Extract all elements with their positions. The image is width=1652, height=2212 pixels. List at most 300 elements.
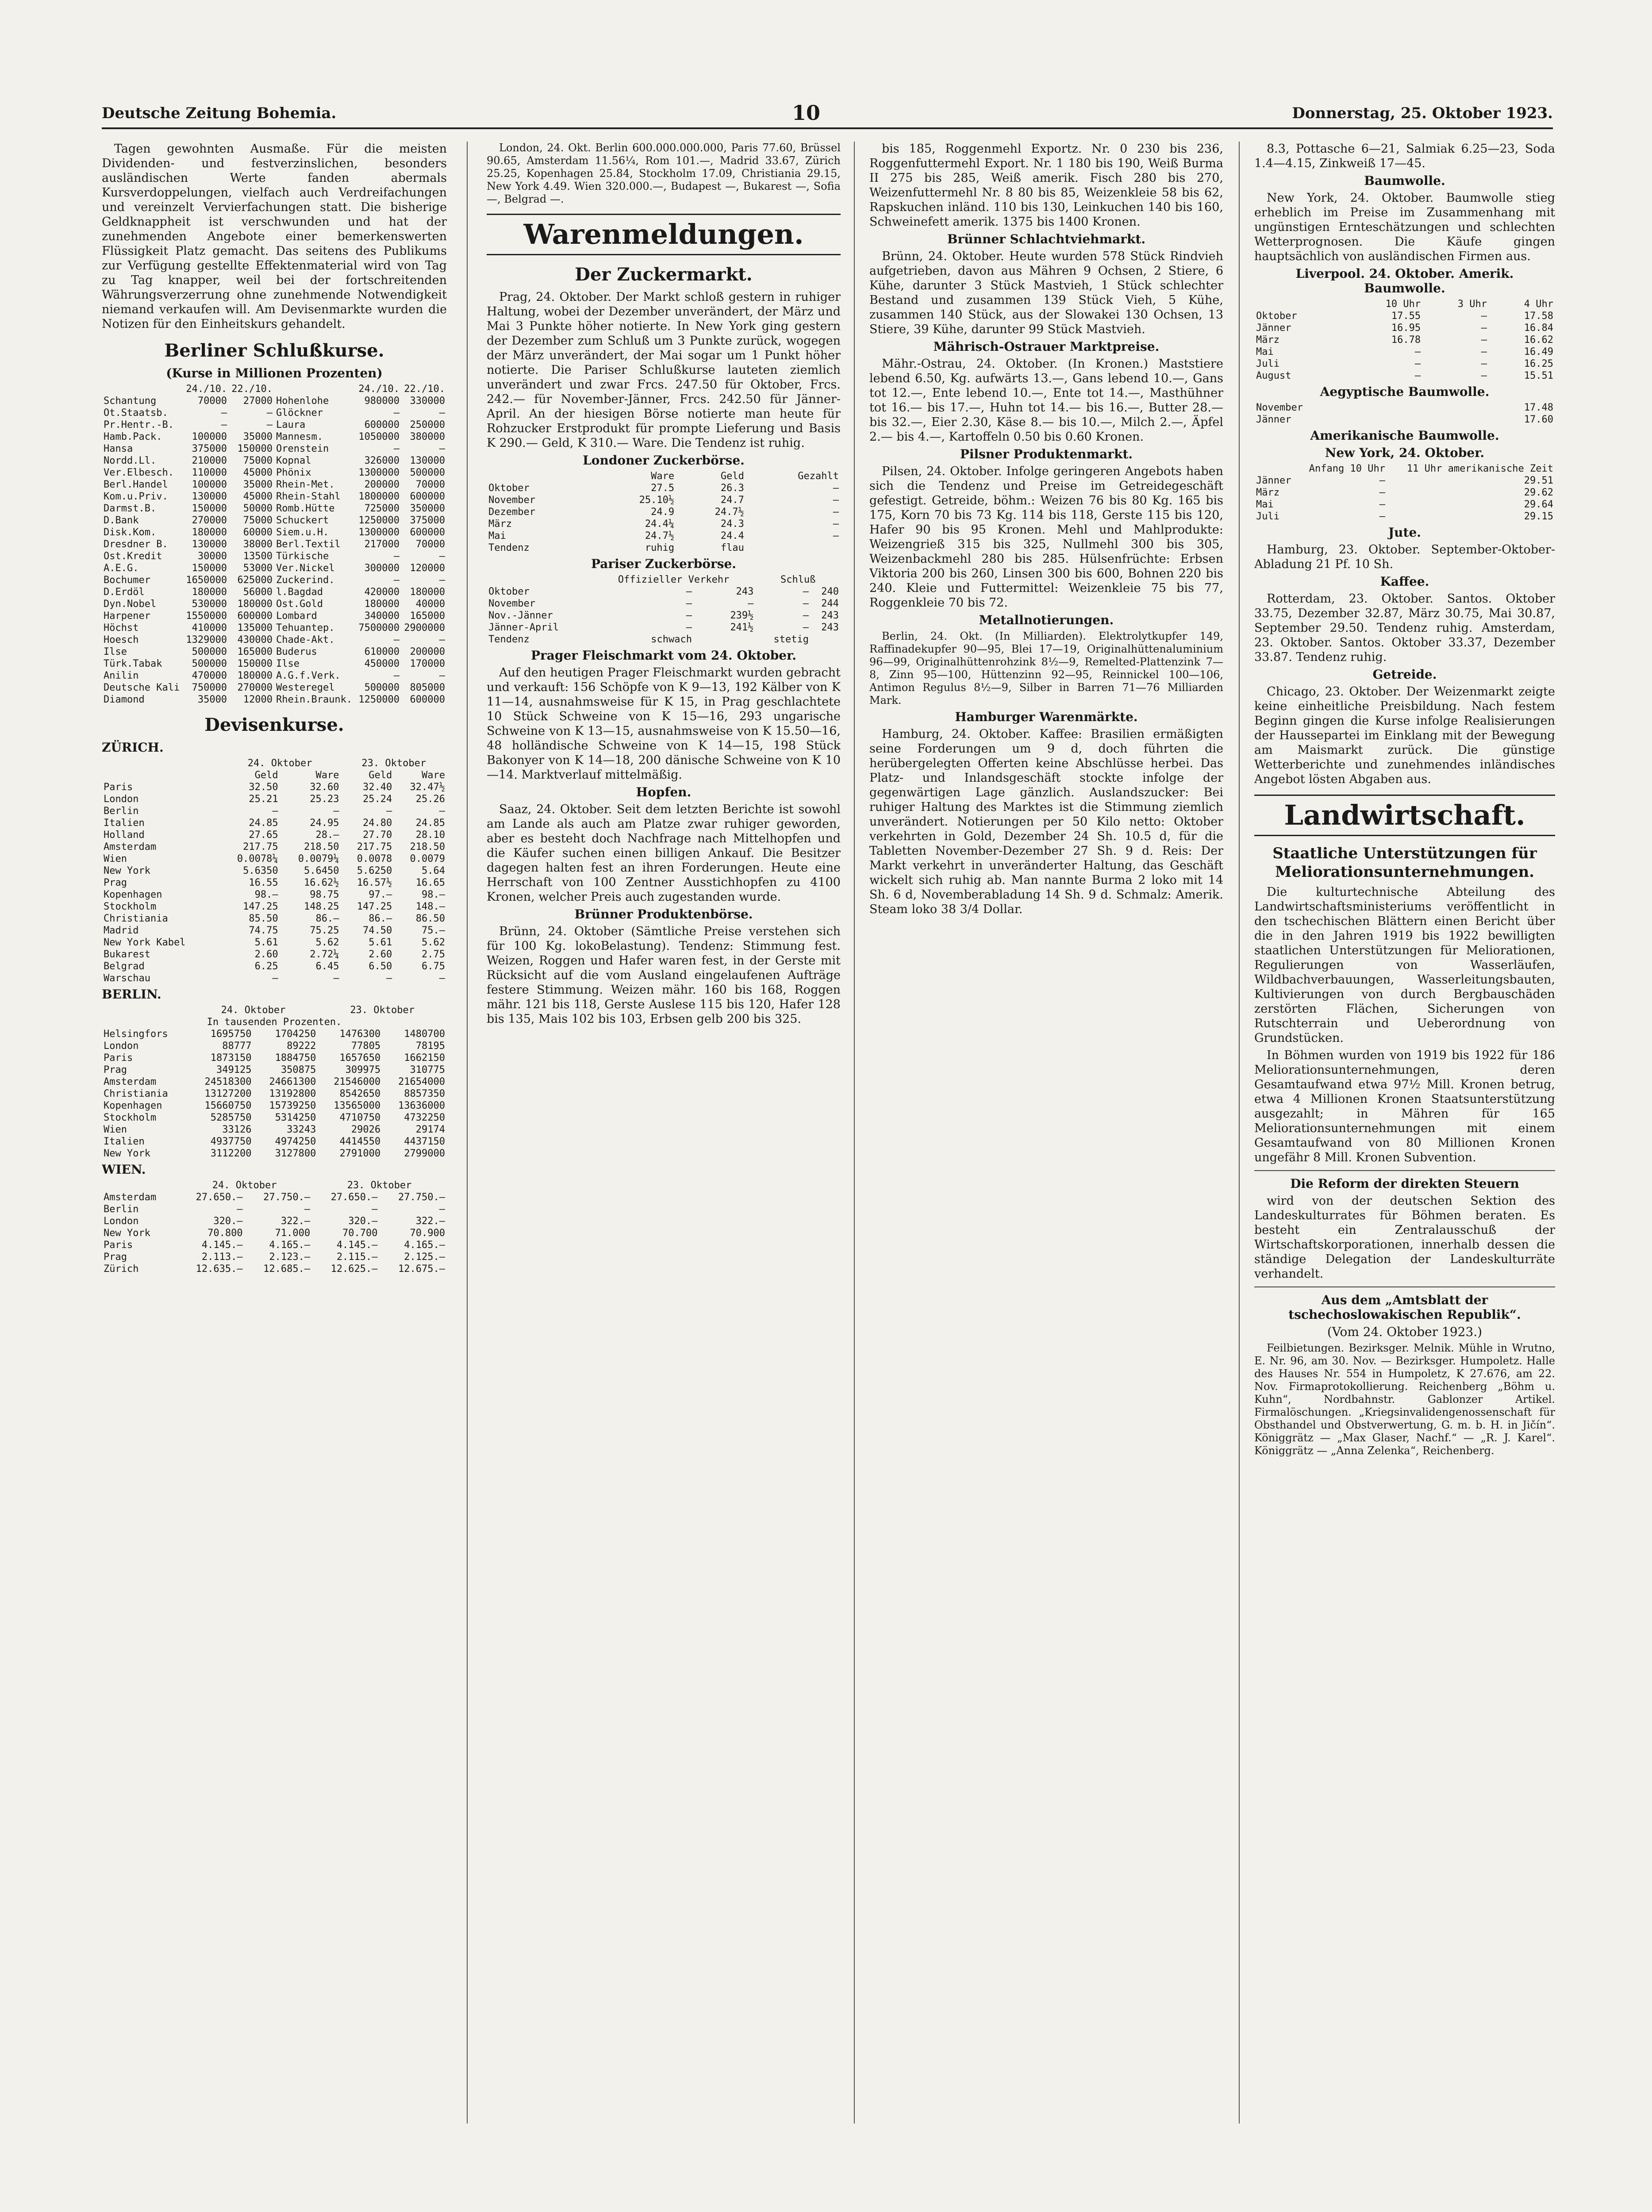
table-cell: 4.145.— bbox=[336, 1240, 378, 1251]
table-cell: November bbox=[488, 598, 535, 609]
table-cell: 75000 bbox=[243, 455, 273, 466]
table-cell: — bbox=[439, 973, 445, 984]
table-cell: Schuckert bbox=[276, 515, 329, 526]
table-cell: 4710750 bbox=[339, 1112, 381, 1123]
table-cell: Christiania bbox=[104, 1088, 168, 1099]
table-row bbox=[1254, 414, 1555, 426]
table-cell: 50000 bbox=[243, 503, 273, 514]
table-cell: 1050000 bbox=[358, 431, 400, 442]
table-cell: D.Erdöl bbox=[104, 587, 145, 598]
table-cell: Türkische bbox=[276, 551, 329, 562]
table-cell: 40000 bbox=[415, 599, 445, 610]
table-cell: 148.25 bbox=[304, 901, 339, 912]
table-row bbox=[102, 913, 447, 925]
table-cell: 8542650 bbox=[339, 1088, 381, 1099]
table-row bbox=[102, 889, 447, 901]
table-cell: 24.95 bbox=[310, 818, 339, 829]
table-cell: — bbox=[393, 634, 400, 645]
table-cell: 71.000 bbox=[275, 1228, 311, 1239]
table-heading: Liverpool. 24. Oktober. Amerik. Baumwolle. bbox=[1295, 266, 1514, 296]
article-heading: Brünner Produktenbörse. bbox=[574, 907, 753, 922]
sugar-table-body bbox=[487, 586, 841, 645]
table-cell: 33243 bbox=[287, 1124, 316, 1135]
table-row bbox=[1254, 310, 1555, 322]
column-header: Geld bbox=[720, 471, 744, 482]
table-cell: 32.40 bbox=[362, 782, 392, 793]
table-cell: Warschau bbox=[104, 973, 150, 984]
table-cell: 15739250 bbox=[269, 1100, 316, 1111]
table-cell: 98.— bbox=[254, 889, 278, 900]
table-row bbox=[102, 805, 447, 817]
table-cell: 340000 bbox=[364, 611, 400, 622]
table-cell: 24661300 bbox=[269, 1076, 316, 1087]
article-text: Berlin, 24. Okt. (In Milliarden). Elektrolytkupfer 149, Raffinadekupfer 90—95, Blei 17—19, Originalhüttenaluminium 96—99, Originalhüttenrohzink 8½—9, Remelted-Plattenzink 7—8, Zinn 95—100, Hüttenzinn 92—95, Reinnickel 100—106, Antimon Regulus 8½—9, Silber in Barren 71—76 Milliarden Mark. bbox=[869, 630, 1223, 707]
divider bbox=[1254, 1170, 1555, 1171]
table-cell: Anilin bbox=[104, 670, 139, 681]
table-cell: Wien bbox=[104, 853, 127, 864]
table-cell: schwach bbox=[651, 634, 692, 645]
table-cell: Rhein.Braunk. bbox=[276, 694, 353, 705]
table-cell: 98.— bbox=[422, 889, 445, 900]
table-cell: 16.84 bbox=[1524, 323, 1553, 334]
article-text: Brünn, 24. Oktober. Heute wurden 578 Stück Rindvieh aufgetrieben, davon aus Mähren 9 Ochsen, 2 Stiere, 6 Kühe, darunter 3 Stück Mastvieh, 1 Stück schlechter Bestand und zusammen 139 Stück Vieh, 5 Kühe, zusammen 140 Stück, aus der Slowakei 130 Ochsen, 13 Stiere, 39 Kühe, darunter 99 Stück Mastvieh. bbox=[869, 250, 1223, 336]
table-row bbox=[102, 1227, 447, 1239]
table-cell: Ilse bbox=[276, 658, 300, 669]
table-cell: August bbox=[1256, 370, 1291, 381]
stock-table bbox=[102, 383, 447, 706]
table-cell: Rhein-Stahl bbox=[276, 491, 341, 502]
table-cell: 150000 bbox=[192, 563, 227, 574]
table-cell: 1800000 bbox=[358, 491, 400, 502]
table-cell: 29.15 bbox=[1524, 511, 1553, 522]
table-row bbox=[102, 503, 447, 515]
table-row bbox=[487, 530, 841, 542]
table-cell: 35000 bbox=[243, 479, 273, 490]
table-cell: — bbox=[1379, 487, 1385, 498]
table-cell: 3127800 bbox=[275, 1148, 316, 1159]
table-cell: Schantung bbox=[104, 396, 157, 407]
table-cell: 24.80 bbox=[362, 818, 392, 829]
table-cell: flau bbox=[720, 542, 744, 553]
table-row bbox=[102, 395, 447, 407]
table-cell: 29.51 bbox=[1524, 475, 1553, 486]
table-row bbox=[102, 634, 447, 646]
table-row bbox=[102, 455, 447, 467]
table-cell: London bbox=[104, 1216, 139, 1227]
table-cell: — bbox=[803, 598, 809, 609]
table-cell: Juli bbox=[1256, 358, 1279, 369]
table-cell: 45000 bbox=[243, 467, 273, 478]
table-cell: Berl.Handel bbox=[104, 479, 168, 490]
table-cell: 89222 bbox=[287, 1041, 316, 1052]
table-cell: London bbox=[104, 1041, 139, 1052]
table-cell: 600000 bbox=[410, 527, 445, 538]
table-cell: 470000 bbox=[192, 670, 227, 681]
table-subheading: New York, 24. Oktober. bbox=[1325, 445, 1485, 460]
table-row bbox=[102, 901, 447, 913]
table-row bbox=[102, 972, 447, 984]
cotton-table-body bbox=[1254, 310, 1555, 382]
table-cell: 1250000 bbox=[358, 515, 400, 526]
table-cell: 750000 bbox=[192, 682, 227, 693]
table-cell: Christiania bbox=[104, 913, 168, 924]
table-cell: — bbox=[439, 443, 445, 454]
currency-table-body bbox=[102, 1191, 447, 1275]
article-text: In Böhmen wurden von 1919 bis 1922 für 186 Meliorationsunternehmungen, deren Gesamtaufwand etwa 97½ Mill. Kronen betrug, etwa 4 Millionen Kronen Staatsunterstützung ausgezahlt; in Mähren für 165 Meliorationsunternehmungen mit einem Gesamtaufwand von 80 Millionen Kronen ungefähr 8 Mill. Kronen Subvention. bbox=[1254, 1048, 1555, 1164]
table-cell: Amsterdam bbox=[104, 841, 157, 853]
table-cell: 24.85 bbox=[249, 818, 278, 829]
article-heading: Mährisch-Ostrauer Marktpreise. bbox=[933, 339, 1160, 354]
table-cell: 70.900 bbox=[410, 1228, 445, 1239]
table-cell: 218.50 bbox=[410, 841, 445, 853]
table-cell: 4937750 bbox=[210, 1136, 252, 1147]
table-heading: Aegyptische Baumwolle. bbox=[1320, 384, 1490, 399]
article-heading: Staatliche Unterstützungen für Meliorationsunternehmungen. bbox=[1272, 845, 1537, 881]
table-cell: 25.21 bbox=[249, 794, 278, 805]
column-header: Geld bbox=[254, 770, 278, 781]
table-cell: 12.635.— bbox=[196, 1263, 243, 1275]
table-cell: 4.165.— bbox=[269, 1240, 311, 1251]
table-cell: 980000 bbox=[364, 396, 400, 407]
table-cell: 100000 bbox=[192, 479, 227, 490]
table-cell: — bbox=[686, 598, 692, 609]
table-row bbox=[102, 960, 447, 972]
table-cell: 86.— bbox=[315, 913, 339, 924]
article-heading: Kaffee. bbox=[1380, 574, 1429, 589]
table-row bbox=[102, 1112, 447, 1124]
article-text: Auf den heutigen Prager Fleischmarkt wurden gebracht und verkauft: 156 Schöpfe von K 9—13, 192 Kälber von K 11—14, ausnahmsweise für K 15, in Prag geschlachtete 10 Stück Schweine von K 15—16, 293 ungarische Schweine von K 13—15, ausnahmsweise von K 15.50—16, 48 holländische Schweine von K 14—15, 198 Stück Bakonyer von K 14—18, 200 dänische Schweine von K 10—14. Marktverlauf mittelmäßig. bbox=[487, 666, 841, 782]
table-row bbox=[102, 610, 447, 622]
table-cell: 24.7½ bbox=[645, 530, 675, 541]
table-cell: stetig bbox=[773, 634, 809, 645]
table-cell: Ver.Elbesch. bbox=[104, 467, 174, 478]
table-cell: 27000 bbox=[243, 396, 273, 407]
table-cell: Bochumer bbox=[104, 575, 150, 586]
table-cell: 5.62 bbox=[422, 937, 445, 948]
table-cell: Hoesch bbox=[104, 634, 139, 645]
sugar-table-london bbox=[487, 470, 841, 554]
table-cell: 300000 bbox=[364, 563, 400, 574]
table-cell: Oktober bbox=[1256, 311, 1297, 322]
table-cell: 27.65 bbox=[249, 830, 278, 841]
section-heading: Devisenkurse. bbox=[204, 714, 344, 735]
table-cell: 250000 bbox=[410, 419, 445, 430]
currency-table-body bbox=[102, 1028, 447, 1160]
table-cell: 0.0078 bbox=[357, 853, 392, 864]
table-cell: Tendenz bbox=[488, 542, 530, 553]
article-text: Chicago, 23. Oktober. Der Weizenmarkt zeigte keine einheitliche Preisbildung. Nach festem Beginn gingen die Kurse infolge Realisierungen der Haussepartei im Einklang mit der Bewegung am Maismarkt zurück. Die günstige Wetterberichte und zunehmendes inländisches Angebot lösten Abgaben aus. bbox=[1254, 685, 1555, 786]
exchange-report: London, 24. Okt. Berlin 600.000.000.000, Paris 77.60, Brüssel 90.65, Amsterdam 11.56¼, Rom 101.—, Madrid 33.67, Zürich 25.25, Kopenhagen 25.84, Stockholm 17.09, Christiania 29.15, New York 4.49. Wien 320.000.—, Budapest —, Bukarest —, Sofia —, Belgrad —. bbox=[487, 142, 841, 205]
table-row bbox=[102, 829, 447, 841]
table-row bbox=[102, 407, 447, 419]
table-cell: — bbox=[1414, 370, 1421, 381]
table-cell: 17.60 bbox=[1524, 414, 1553, 425]
table-cell: 120000 bbox=[410, 563, 445, 574]
table-cell: 25.26 bbox=[415, 794, 445, 805]
table-cell: — bbox=[272, 973, 278, 984]
table-cell: 13565000 bbox=[334, 1100, 381, 1111]
market-report: Tagen gewohnten Ausmaße. Für die meisten Dividenden- und festverzinslichen, besonders ausländischen Werte fanden abermals Kursverdoppelungen, vielfach auch Verdreifachungen und vereinzelt Vervierfachungen statt. Die bisherige Geldknappheit ist verschwunden und hat der zunehmenden Angebote einer bemerkenswerten Flüssigkeit Platz gemacht. Das seitens des Publikums zur Verfügung gestellte Effektenmaterial wird von Tag zu Tag knapper, weil bei der fortschreitenden Währungsverzerrung ohne zunehmende Notwendigkeit niemand verkaufen will. Am Devisenmarkte wurden die Notizen für den Einheitskurs gehandelt. bbox=[102, 142, 447, 331]
table-cell: Berl.Textil bbox=[276, 539, 341, 550]
table-cell: Jänner bbox=[1256, 475, 1291, 486]
table-row bbox=[102, 538, 447, 550]
table-cell: Deutsche Kali bbox=[104, 682, 180, 693]
column-header: 10 Uhr bbox=[1385, 299, 1421, 310]
table-cell: 1704250 bbox=[275, 1029, 316, 1040]
table-cell: 8857350 bbox=[404, 1088, 445, 1099]
article-text: New York, 24. Oktober. Baumwolle stieg erheblich im Preise im Zusammenhang mit ungünstigen Ernteschätzungen und schlechten Wetterprognosen. Die Käufe gingen hauptsächlich von ausländischen Firmen aus. bbox=[1254, 191, 1555, 263]
table-cell: März bbox=[1256, 487, 1279, 498]
table-cell: Ost.Gold bbox=[276, 599, 323, 610]
table-cell: 180000 bbox=[192, 587, 227, 598]
table-cell: 25.24 bbox=[362, 794, 392, 805]
table-cell: 25.23 bbox=[310, 794, 339, 805]
table-row bbox=[102, 658, 447, 670]
table-row bbox=[102, 781, 447, 793]
column-header: 23. Oktober bbox=[347, 1180, 412, 1191]
table-cell: 32.47½ bbox=[410, 782, 445, 793]
table-cell: 5285750 bbox=[210, 1112, 252, 1123]
table-cell: 27.70 bbox=[362, 830, 392, 841]
table-cell: Tehuantep. bbox=[276, 622, 335, 634]
table-cell: 29.62 bbox=[1524, 487, 1553, 498]
table-cell: 4974250 bbox=[275, 1136, 316, 1147]
table-cell: 349125 bbox=[216, 1064, 252, 1075]
table-cell: Mai bbox=[1256, 346, 1274, 357]
table-cell: 32.50 bbox=[249, 782, 278, 793]
table-cell: 1873150 bbox=[210, 1052, 252, 1064]
table-cell: — bbox=[333, 973, 339, 984]
table-cell: New York Kabel bbox=[104, 937, 186, 948]
table-cell: 75000 bbox=[243, 515, 273, 526]
table-cell: 28.10 bbox=[415, 830, 445, 841]
table-row bbox=[102, 1203, 447, 1215]
article-text: Hamburg, 24. Oktober. Kaffee: Brasilien ermäßigten seine Forderungen um 9 d, doch führten die herübergelegten Offerten keine Abschlüsse herbei. Das Platz- und Inlandsgeschäft stockte infolge der gegenwärtigen Lage gänzlich. Auslandszucker: Bei ruhiger Haltung des Marktes ist die Stimmung ziemlich unverändert. Notierungen per 50 Kilo netto: Oktober verkehrten in Gold, Dezember 24 Sh. 10.5 d, für die Tabletten November-Dezember 27 Sh. 9 d. Reis: Der Markt verkehrt in unveränderter Haltung, das Geschäft wickelt sich ruhig ab. Man nannte Burma 2 loko mit 14 Sh. 6 d, Novemberabladung 14 Sh. 9 d. Schmalz: Amerik. Steam loko 38 3/4 Dollar. bbox=[869, 727, 1223, 916]
table-row bbox=[487, 506, 841, 518]
table-cell: 16.55 bbox=[249, 877, 278, 888]
table-cell: Darmst.B. bbox=[104, 503, 157, 514]
table-cell: Hansa bbox=[104, 443, 133, 454]
masthead bbox=[102, 101, 1553, 129]
table-cell: Paris bbox=[104, 1240, 133, 1251]
table-row bbox=[102, 574, 447, 586]
table-row bbox=[102, 1191, 447, 1203]
city-heading: ZÜRICH. bbox=[102, 740, 164, 755]
table-cell: 5.61 bbox=[254, 937, 278, 948]
table-cell: 12000 bbox=[243, 694, 273, 705]
table-row bbox=[102, 925, 447, 937]
table-cell: 28.— bbox=[315, 830, 339, 841]
table-cell: 2.115.— bbox=[336, 1252, 378, 1263]
table-row bbox=[1254, 511, 1555, 522]
column-header: Gezahlt bbox=[798, 471, 839, 482]
table-cell: — bbox=[439, 670, 445, 681]
table-cell: 15660750 bbox=[204, 1100, 252, 1111]
table-cell: 24.85 bbox=[415, 818, 445, 829]
article-heading: Brünner Schlachtviehmarkt. bbox=[947, 232, 1146, 246]
table-row bbox=[102, 1124, 447, 1136]
table-cell: 17.58 bbox=[1524, 311, 1553, 322]
table-row bbox=[1254, 402, 1555, 414]
section-heading: Landwirtschaft. bbox=[1254, 795, 1555, 836]
table-row bbox=[102, 479, 447, 491]
table-cell: 27.750.— bbox=[398, 1192, 445, 1203]
table-row bbox=[102, 865, 447, 877]
column-header: Geld bbox=[369, 770, 392, 781]
table-row bbox=[487, 518, 841, 530]
table-cell: Pr.Hentr.-B. bbox=[104, 419, 174, 430]
table-cell: A.E.G. bbox=[104, 563, 139, 574]
table-cell: Orenstein bbox=[276, 443, 329, 454]
table-cell: 5.6250 bbox=[357, 865, 392, 876]
table-cell: Juli bbox=[1256, 511, 1279, 522]
table-cell: 86.50 bbox=[415, 913, 445, 924]
table-cell: Dyn.Nobel bbox=[104, 599, 157, 610]
table-cell: 4.145.— bbox=[201, 1240, 243, 1251]
cotton-table-body bbox=[1254, 402, 1555, 426]
table-cell: 150000 bbox=[237, 443, 273, 454]
table-row bbox=[102, 841, 447, 853]
table-cell: 6.25 bbox=[254, 961, 278, 972]
table-cell: 243 bbox=[736, 586, 754, 597]
table-cell: 1650000 bbox=[186, 575, 227, 586]
table-cell: Stockholm bbox=[104, 1112, 157, 1123]
table-cell: 244 bbox=[821, 598, 839, 609]
table-cell: Ilse bbox=[104, 646, 127, 657]
table-cell: 350875 bbox=[280, 1064, 316, 1075]
article-heading: Jute. bbox=[1388, 525, 1421, 540]
table-cell: 200000 bbox=[364, 479, 400, 490]
table-cell: 530000 bbox=[192, 599, 227, 610]
table-cell: 4414550 bbox=[339, 1136, 381, 1147]
table-row bbox=[1254, 358, 1555, 370]
table-cell: 1480700 bbox=[404, 1029, 445, 1040]
table-cell: 12.675.— bbox=[398, 1263, 445, 1275]
table-cell: 610000 bbox=[364, 646, 400, 657]
article-text: Pilsen, 24. Oktober. Infolge geringeren Angebots haben sich die Tendenz und Preise im Getreidegeschäft gefestigt. Getreide, böhm.: Weizen 76 bis 80 Kg. 165 bis 175, Korn 70 bis 73 Kg. 114 bis 118, Gerste 115 bis 120, Hafer 90 bis 95 Kronen. Mehl und Mahlprodukte: Weizengrieß 315 bis 325, Nullmehl 300 bis 305, Weizenbackmehl 280 bis 285. Hülsenfrüchte: Erbsen Viktoria 200 bis 260, Linsen 300 bis 600, Bohnen 220 bis 240. Kleie und Futtermittel: Weizenkleie 75 bis 77, Roggenkleie 70 bis 72. bbox=[869, 465, 1223, 610]
table-row bbox=[102, 670, 447, 682]
table-cell: 147.25 bbox=[243, 901, 278, 912]
table-cell: 130000 bbox=[192, 491, 227, 502]
table-cell: 32.60 bbox=[310, 782, 339, 793]
table-cell: Dresdner B. bbox=[104, 539, 168, 550]
table-cell: 2799000 bbox=[404, 1148, 445, 1159]
column-1 bbox=[102, 142, 447, 1275]
table-cell: — bbox=[393, 575, 400, 586]
table-cell: 38000 bbox=[243, 539, 273, 550]
table-row bbox=[102, 1136, 447, 1148]
paper-title: Deutsche Zeitung Bohemia. bbox=[102, 104, 337, 122]
table-cell: 239½ bbox=[730, 610, 754, 621]
table-row bbox=[487, 598, 841, 610]
article-heading: Die Reform der direkten Steuern bbox=[1290, 1176, 1519, 1191]
table-cell: Berlin bbox=[104, 806, 139, 817]
table-cell: Kopenhagen bbox=[104, 1100, 162, 1111]
table-cell: 1329000 bbox=[186, 634, 227, 645]
table-cell: 85.50 bbox=[249, 913, 278, 924]
table-row bbox=[102, 1040, 447, 1052]
column-header: 23. Oktober bbox=[350, 1005, 415, 1016]
column-header: 24./10. bbox=[186, 384, 227, 395]
column-header: 22./10. bbox=[231, 384, 273, 395]
table-row bbox=[102, 937, 447, 949]
table-cell: 725000 bbox=[364, 503, 400, 514]
table-row bbox=[102, 622, 447, 634]
table-cell: 500000 bbox=[192, 658, 227, 669]
table-cell: 6.45 bbox=[315, 961, 339, 972]
table-cell: 150000 bbox=[192, 503, 227, 514]
table-row bbox=[487, 634, 841, 645]
table-row bbox=[487, 494, 841, 506]
table-cell bbox=[811, 634, 841, 645]
currency-table-berlin bbox=[102, 1004, 447, 1160]
table-cell: 29174 bbox=[415, 1124, 445, 1135]
table-cell: Italien bbox=[104, 818, 145, 829]
table-cell: 98.75 bbox=[310, 889, 339, 900]
table-cell: — bbox=[386, 806, 392, 817]
table-row bbox=[102, 515, 447, 526]
city-heading: WIEN. bbox=[102, 1162, 146, 1177]
table-cell: — bbox=[748, 598, 754, 609]
table-cell: 310775 bbox=[410, 1064, 445, 1075]
table-row bbox=[102, 793, 447, 805]
table-cell: — bbox=[833, 507, 839, 518]
table-cell: Belgrad bbox=[104, 961, 145, 972]
table-cell: 35000 bbox=[197, 694, 227, 705]
table-cell: Bukarest bbox=[104, 949, 150, 960]
table-cell: 600000 bbox=[364, 419, 400, 430]
table-cell: — bbox=[803, 622, 809, 633]
cotton-table-america bbox=[1254, 463, 1555, 522]
table-cell: — bbox=[439, 551, 445, 562]
table-cell: 330000 bbox=[410, 396, 445, 407]
table-cell: — bbox=[1481, 311, 1487, 322]
article-text: Hamburg, 23. Oktober. September-Oktober-Abladung 21 Pf. 10 Sh. bbox=[1254, 543, 1555, 571]
table-cell: 2.123.— bbox=[269, 1252, 311, 1263]
table-cell: 380000 bbox=[410, 431, 445, 442]
table-cell: Harpener bbox=[104, 611, 150, 622]
table-cell: Wien bbox=[104, 1124, 127, 1135]
table-cell: Ost.Kredit bbox=[104, 551, 162, 562]
table-cell: 21546000 bbox=[334, 1076, 381, 1087]
table-heading: Amerikanische Baumwolle. bbox=[1310, 428, 1499, 443]
table-cell: — bbox=[266, 419, 273, 430]
table-cell: 217.75 bbox=[357, 841, 392, 853]
table-row bbox=[102, 682, 447, 694]
table-cell: — bbox=[1481, 323, 1487, 334]
table-cell: — bbox=[1379, 511, 1385, 522]
table-cell: Kopenhagen bbox=[104, 889, 162, 900]
table-cell: Jänner bbox=[1256, 323, 1291, 334]
currency-table-wien bbox=[102, 1179, 447, 1275]
article-text: Die kulturtechnische Abteilung des Landwirtschaftsministeriums veröffentlicht in den tschechischen Blättern einen Bericht über die in den Jahren 1919 bis 1922 bewilligten staatlichen Unterstützungen für Meliorationen, Regulierungen von Wasserläufen, Wildbachverbauungen, Wasserleitungsbauten, Kultivierungen von durch Bergbauschäden zerstörten Flächen, Sicherungen von Rutschterrain und Ueberordnung von Grundstücken. bbox=[1254, 885, 1555, 1045]
table-cell: 270000 bbox=[237, 682, 273, 693]
table-cell: — bbox=[439, 575, 445, 586]
table-cell: November bbox=[488, 495, 535, 506]
table-cell: 1300000 bbox=[358, 467, 400, 478]
table-cell: 24518300 bbox=[204, 1076, 252, 1087]
table-cell: 110000 bbox=[192, 467, 227, 478]
table-row bbox=[102, 646, 447, 658]
table-cell: Madrid bbox=[104, 925, 139, 936]
article-text: Mähr.-Ostrau, 24. Oktober. (In Kronen.) Maststiere lebend 6.50, Kg. aufwärts 13.—, Gans lebend 10.—, Gans tot 12.—, Ente lebend 10.—, Ente tot 14.—, Masthühner tot 16.— bis 17.—, Huhn tot 14.— bis 16.—, Butter 28.— bis 32.—, Eier 2.30, Käse 8.— bis 10.—, Milch 2.—, Äpfel 2.— bis 4.—, Kartoffeln 0.50 bis 0.60 Kronen. bbox=[869, 357, 1223, 444]
table-cell: Stockholm bbox=[104, 901, 157, 912]
page-number: 10 bbox=[792, 101, 821, 125]
table-cell: 320.— bbox=[348, 1216, 378, 1227]
table-cell: — bbox=[439, 1204, 445, 1215]
table-cell: New York bbox=[104, 865, 150, 876]
table-cell: Mai bbox=[488, 530, 506, 541]
